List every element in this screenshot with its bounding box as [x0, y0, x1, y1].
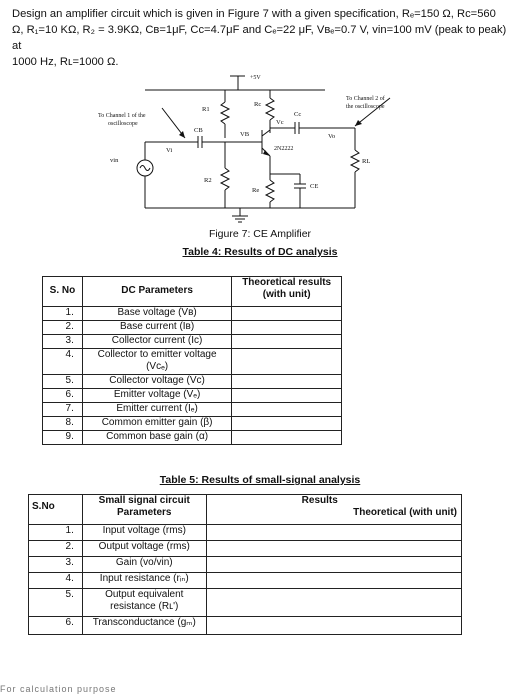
table4-row-parameter: Common base gain (α)	[82, 431, 231, 445]
table5-sno-header: S.No	[29, 495, 83, 525]
table4-row-number: 6.	[43, 389, 83, 403]
table4-row-result[interactable]	[232, 389, 342, 403]
table4-row	[43, 349, 342, 375]
footer-cut-text: For calculation purpose	[0, 684, 117, 694]
table5-title: Table 5: Results of small-signal analysis	[159, 474, 361, 486]
table5-row-parameter: Gain (vo/vin)	[82, 557, 206, 573]
table4-row	[43, 335, 342, 349]
table5-row-result[interactable]	[206, 617, 461, 635]
table4-row-number: 7.	[43, 403, 83, 417]
table4-row-result[interactable]	[232, 335, 342, 349]
table4-row-parameter: Emitter voltage (Vₑ)	[82, 389, 231, 403]
table4-row-result[interactable]	[232, 403, 342, 417]
table5-row-parameter: Input resistance (rᵢₙ)	[82, 573, 206, 589]
table4-row-result[interactable]	[232, 375, 342, 389]
table4-row	[43, 403, 342, 417]
vin-label: vin	[110, 157, 119, 164]
table4-param-header: DC Parameters	[82, 277, 231, 307]
table4-row-number: 1.	[43, 307, 83, 321]
vi-label: Vi	[166, 147, 173, 154]
channel2-label-line2: the oscilloscope	[346, 104, 385, 110]
table4-row-number: 8.	[43, 417, 83, 431]
table4-sno-header: S. No	[43, 277, 83, 307]
table4-result-header: Theoretical results (with unit)	[232, 277, 342, 307]
table4-row	[43, 431, 342, 445]
table4-row-parameter: Base current (Iʙ)	[82, 321, 231, 335]
table4-row-parameter: Common emitter gain (β)	[82, 417, 231, 431]
small-signal-table	[28, 494, 462, 635]
rc-label: Rc	[254, 101, 262, 108]
r1-label: R1	[202, 106, 210, 113]
table5-row-parameter: Output voltage (rms)	[82, 541, 206, 557]
table4-row-parameter: Collector current (Ic)	[82, 335, 231, 349]
r2-label: R2	[204, 177, 212, 184]
vo-label: Vo	[328, 133, 336, 140]
transistor-label: 2N2222	[274, 146, 294, 152]
vb-label: VB	[240, 131, 250, 138]
table5-row-parameter: Transconductance (gₘ)	[82, 617, 206, 635]
table4-row-number: 3.	[43, 335, 83, 349]
table5-row-parameter: Output equivalent resistance (Rʟ')	[82, 589, 206, 617]
dc-analysis-table	[42, 276, 342, 445]
table4-row-result[interactable]	[232, 431, 342, 445]
channel1-label-line2: oscilloscope	[108, 121, 138, 127]
table4-row-result[interactable]	[232, 307, 342, 321]
table4-row	[43, 321, 342, 335]
table4-row-number: 2.	[43, 321, 83, 335]
table4-row	[43, 389, 342, 403]
table5-row-result[interactable]	[206, 557, 461, 573]
channel2-label-line1: To Channel 2 of	[346, 96, 385, 102]
table5-row	[29, 525, 462, 541]
rl-label: RL	[362, 158, 371, 165]
table5-row-number: 5.	[29, 589, 83, 617]
table5-row-number: 6.	[29, 617, 83, 635]
table5-row-number: 1.	[29, 525, 83, 541]
table5-row-result[interactable]	[206, 589, 461, 617]
table5-row-number: 2.	[29, 541, 83, 557]
table5-row-parameter: Input voltage (rms)	[82, 525, 206, 541]
channel1-label-line1: To Channel 1 of the	[98, 113, 146, 119]
table4-row-number: 4.	[43, 349, 83, 375]
supply-label: +5V	[250, 75, 261, 81]
table4-row-parameter: Collector to emitter voltage (Vcₑ)	[82, 349, 231, 375]
table4-row-parameter: Base voltage (Vʙ)	[82, 307, 231, 321]
table4-row-parameter: Emitter current (Iₑ)	[82, 403, 231, 417]
figure-caption: Figure 7: CE Amplifier	[208, 228, 312, 240]
problem-statement	[12, 6, 512, 70]
cb-label: CB	[194, 127, 203, 134]
ce-amplifier-circuit	[90, 68, 430, 228]
table4-row-result[interactable]	[232, 321, 342, 335]
table4-row-result[interactable]	[232, 349, 342, 375]
ce-label: CE	[310, 183, 319, 190]
table4-row-parameter: Collector voltage (Vc)	[82, 375, 231, 389]
vc-label: Vc	[276, 119, 284, 126]
table5-row	[29, 541, 462, 557]
table5-param-header: Small signal circuit Parameters	[82, 495, 206, 525]
table5-row	[29, 557, 462, 573]
problem-line-2: Ω, R₁=10 KΩ, R₂ = 3.9KΩ, Cʙ=1μF, Cc=4.7μF and Cₑ=22 μF, Vʙₑ=0.7 V, vin=100 mV (peak to peak) at	[12, 24, 507, 52]
table4-row	[43, 307, 342, 321]
table4-row	[43, 417, 342, 431]
table4-row	[43, 375, 342, 389]
re-label: Re	[252, 187, 260, 194]
table5-row	[29, 589, 462, 617]
table4-row-number: 9.	[43, 431, 83, 445]
table5-row	[29, 573, 462, 589]
table5-row-result[interactable]	[206, 573, 461, 589]
table5-row-number: 3.	[29, 557, 83, 573]
table4-row-result[interactable]	[232, 417, 342, 431]
table4-row-number: 5.	[43, 375, 83, 389]
table5-results-header: Results Theoretical (with unit)	[206, 495, 461, 525]
table5-row-result[interactable]	[206, 541, 461, 557]
table5-row	[29, 617, 462, 635]
problem-line-3: 1000 Hz, Rʟ=1000 Ω.	[12, 56, 119, 68]
table4-title: Table 4: Results of DC analysis	[182, 246, 338, 258]
table5-row-number: 4.	[29, 573, 83, 589]
problem-line-1: Design an amplifier circuit which is given in Figure 7 with a given specification, Rₑ=150 Ω, Rc=560	[12, 8, 496, 20]
table5-row-result[interactable]	[206, 525, 461, 541]
cc-label: Cc	[294, 111, 302, 118]
